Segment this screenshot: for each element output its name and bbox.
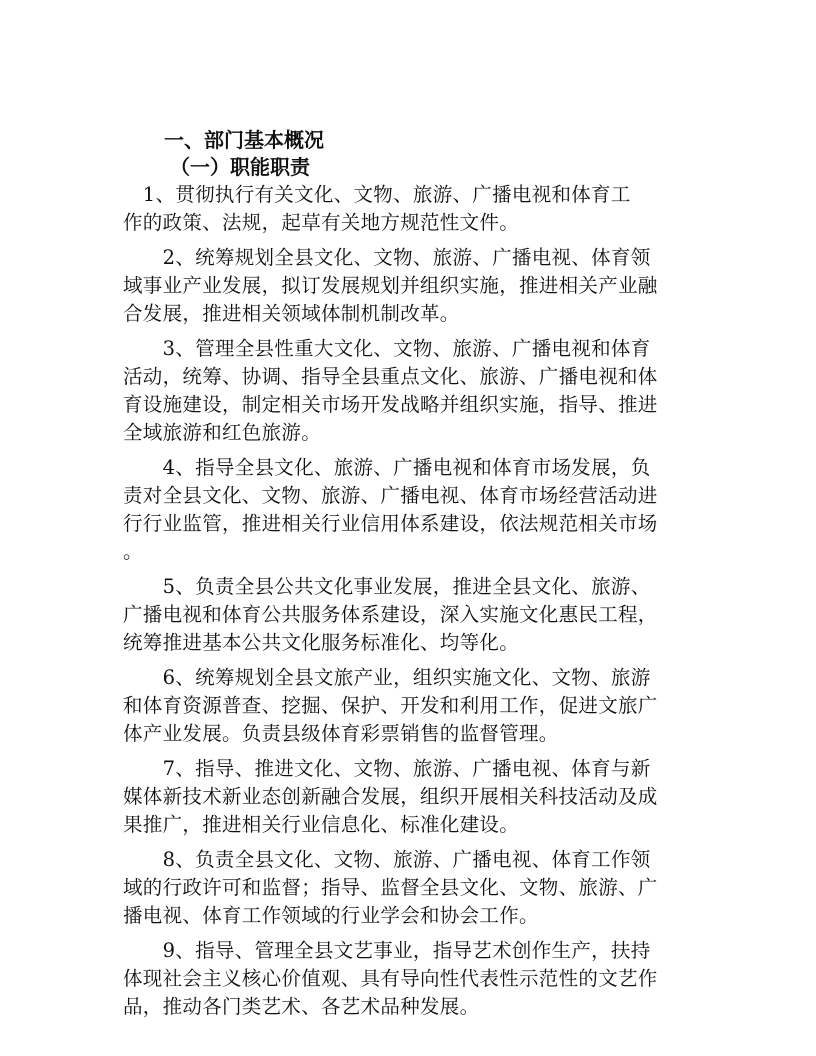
text-line: 2、统筹规划全县文化、文物、旅游、广播电视、体育领 bbox=[123, 246, 651, 269]
text-line: 。 bbox=[123, 540, 143, 563]
paragraph-7 bbox=[123, 755, 703, 839]
text-line: 和体育资源普查、挖掘、保护、开发和利用工作，促进文旅广 bbox=[123, 694, 658, 717]
text-line: 域的行政许可和监督；指导、监督全县文化、文物、旅游、广 bbox=[123, 876, 658, 899]
text-line: 统筹推进基本公共文化服务标准化、均等化。 bbox=[123, 631, 520, 654]
text-line: 3、管理全县性重大文化、文物、旅游、广播电视和体育 bbox=[123, 337, 651, 360]
text-line: 媒体新技术新业态创新融合发展，组织开展相关科技活动及成 bbox=[123, 785, 658, 808]
text-line: 合发展，推进相关领域体制机制改革。 bbox=[123, 302, 460, 325]
text-line: 体产业发展。负责县级体育彩票销售的监督管理。 bbox=[123, 722, 559, 745]
text-line: 全域旅游和红色旅游。 bbox=[123, 421, 322, 444]
text-line: 5、负责全县公共文化事业发展，推进全县文化、旅游、 bbox=[123, 575, 651, 598]
text-line: 广播电视和体育公共服务体系建设，深入实施文化惠民工程， bbox=[123, 603, 658, 626]
subsection-heading: （一）职能职责 bbox=[170, 155, 310, 179]
text-line: 4、指导全县文化、旅游、广播电视和体育市场发展，负 bbox=[123, 456, 651, 479]
text-line: 活动，统筹、协调、指导全县重点文化、旅游、广播电视和体 bbox=[123, 365, 658, 388]
paragraph-1 bbox=[123, 181, 703, 237]
text-line: 6、统筹规划全县文旅产业，组织实施文化、文物、旅游 bbox=[123, 666, 651, 689]
text-line: 行行业监管，推进相关行业信用体系建设，依法规范相关市场 bbox=[123, 512, 658, 535]
paragraph-2 bbox=[123, 244, 703, 328]
paragraph-4 bbox=[123, 454, 703, 566]
section-heading: 一、部门基本概况 bbox=[164, 128, 324, 152]
text-line: 域事业产业发展，拟订发展规划并组织实施，推进相关产业融 bbox=[123, 274, 658, 297]
paragraph-3 bbox=[123, 335, 703, 447]
text-line: 9、指导、管理全县文艺事业，指导艺术创作生产，扶持 bbox=[123, 939, 651, 962]
text-line: 育设施建设，制定相关市场开发战略并组织实施，指导、推进 bbox=[123, 393, 658, 416]
text-line: 果推广，推进相关行业信息化、标准化建设。 bbox=[123, 813, 520, 836]
text-line: 8、负责全县文化、文物、旅游、广播电视、体育工作领 bbox=[123, 848, 651, 871]
paragraph-9 bbox=[123, 937, 703, 1021]
text-line: 责对全县文化、文物、旅游、广播电视、体育市场经营活动进 bbox=[123, 484, 658, 507]
text-line: 作的政策、法规，起草有关地方规范性文件。 bbox=[123, 211, 520, 234]
text-line: 播电视、体育工作领域的行业学会和协会工作。 bbox=[123, 904, 539, 927]
body-text bbox=[123, 181, 703, 1028]
text-line: 1、贯彻执行有关文化、文物、旅游、广播电视和体育工 bbox=[123, 183, 631, 206]
paragraph-5 bbox=[123, 573, 703, 657]
paragraph-8 bbox=[123, 846, 703, 930]
paragraph-6 bbox=[123, 664, 703, 748]
text-line: 品，推动各门类艺术、各艺术品种发展。 bbox=[123, 995, 480, 1018]
text-line: 体现社会主义核心价值观、具有导向性代表性示范性的文艺作 bbox=[123, 967, 658, 990]
text-line: 7、指导、推进文化、文物、旅游、广播电视、体育与新 bbox=[123, 757, 651, 780]
